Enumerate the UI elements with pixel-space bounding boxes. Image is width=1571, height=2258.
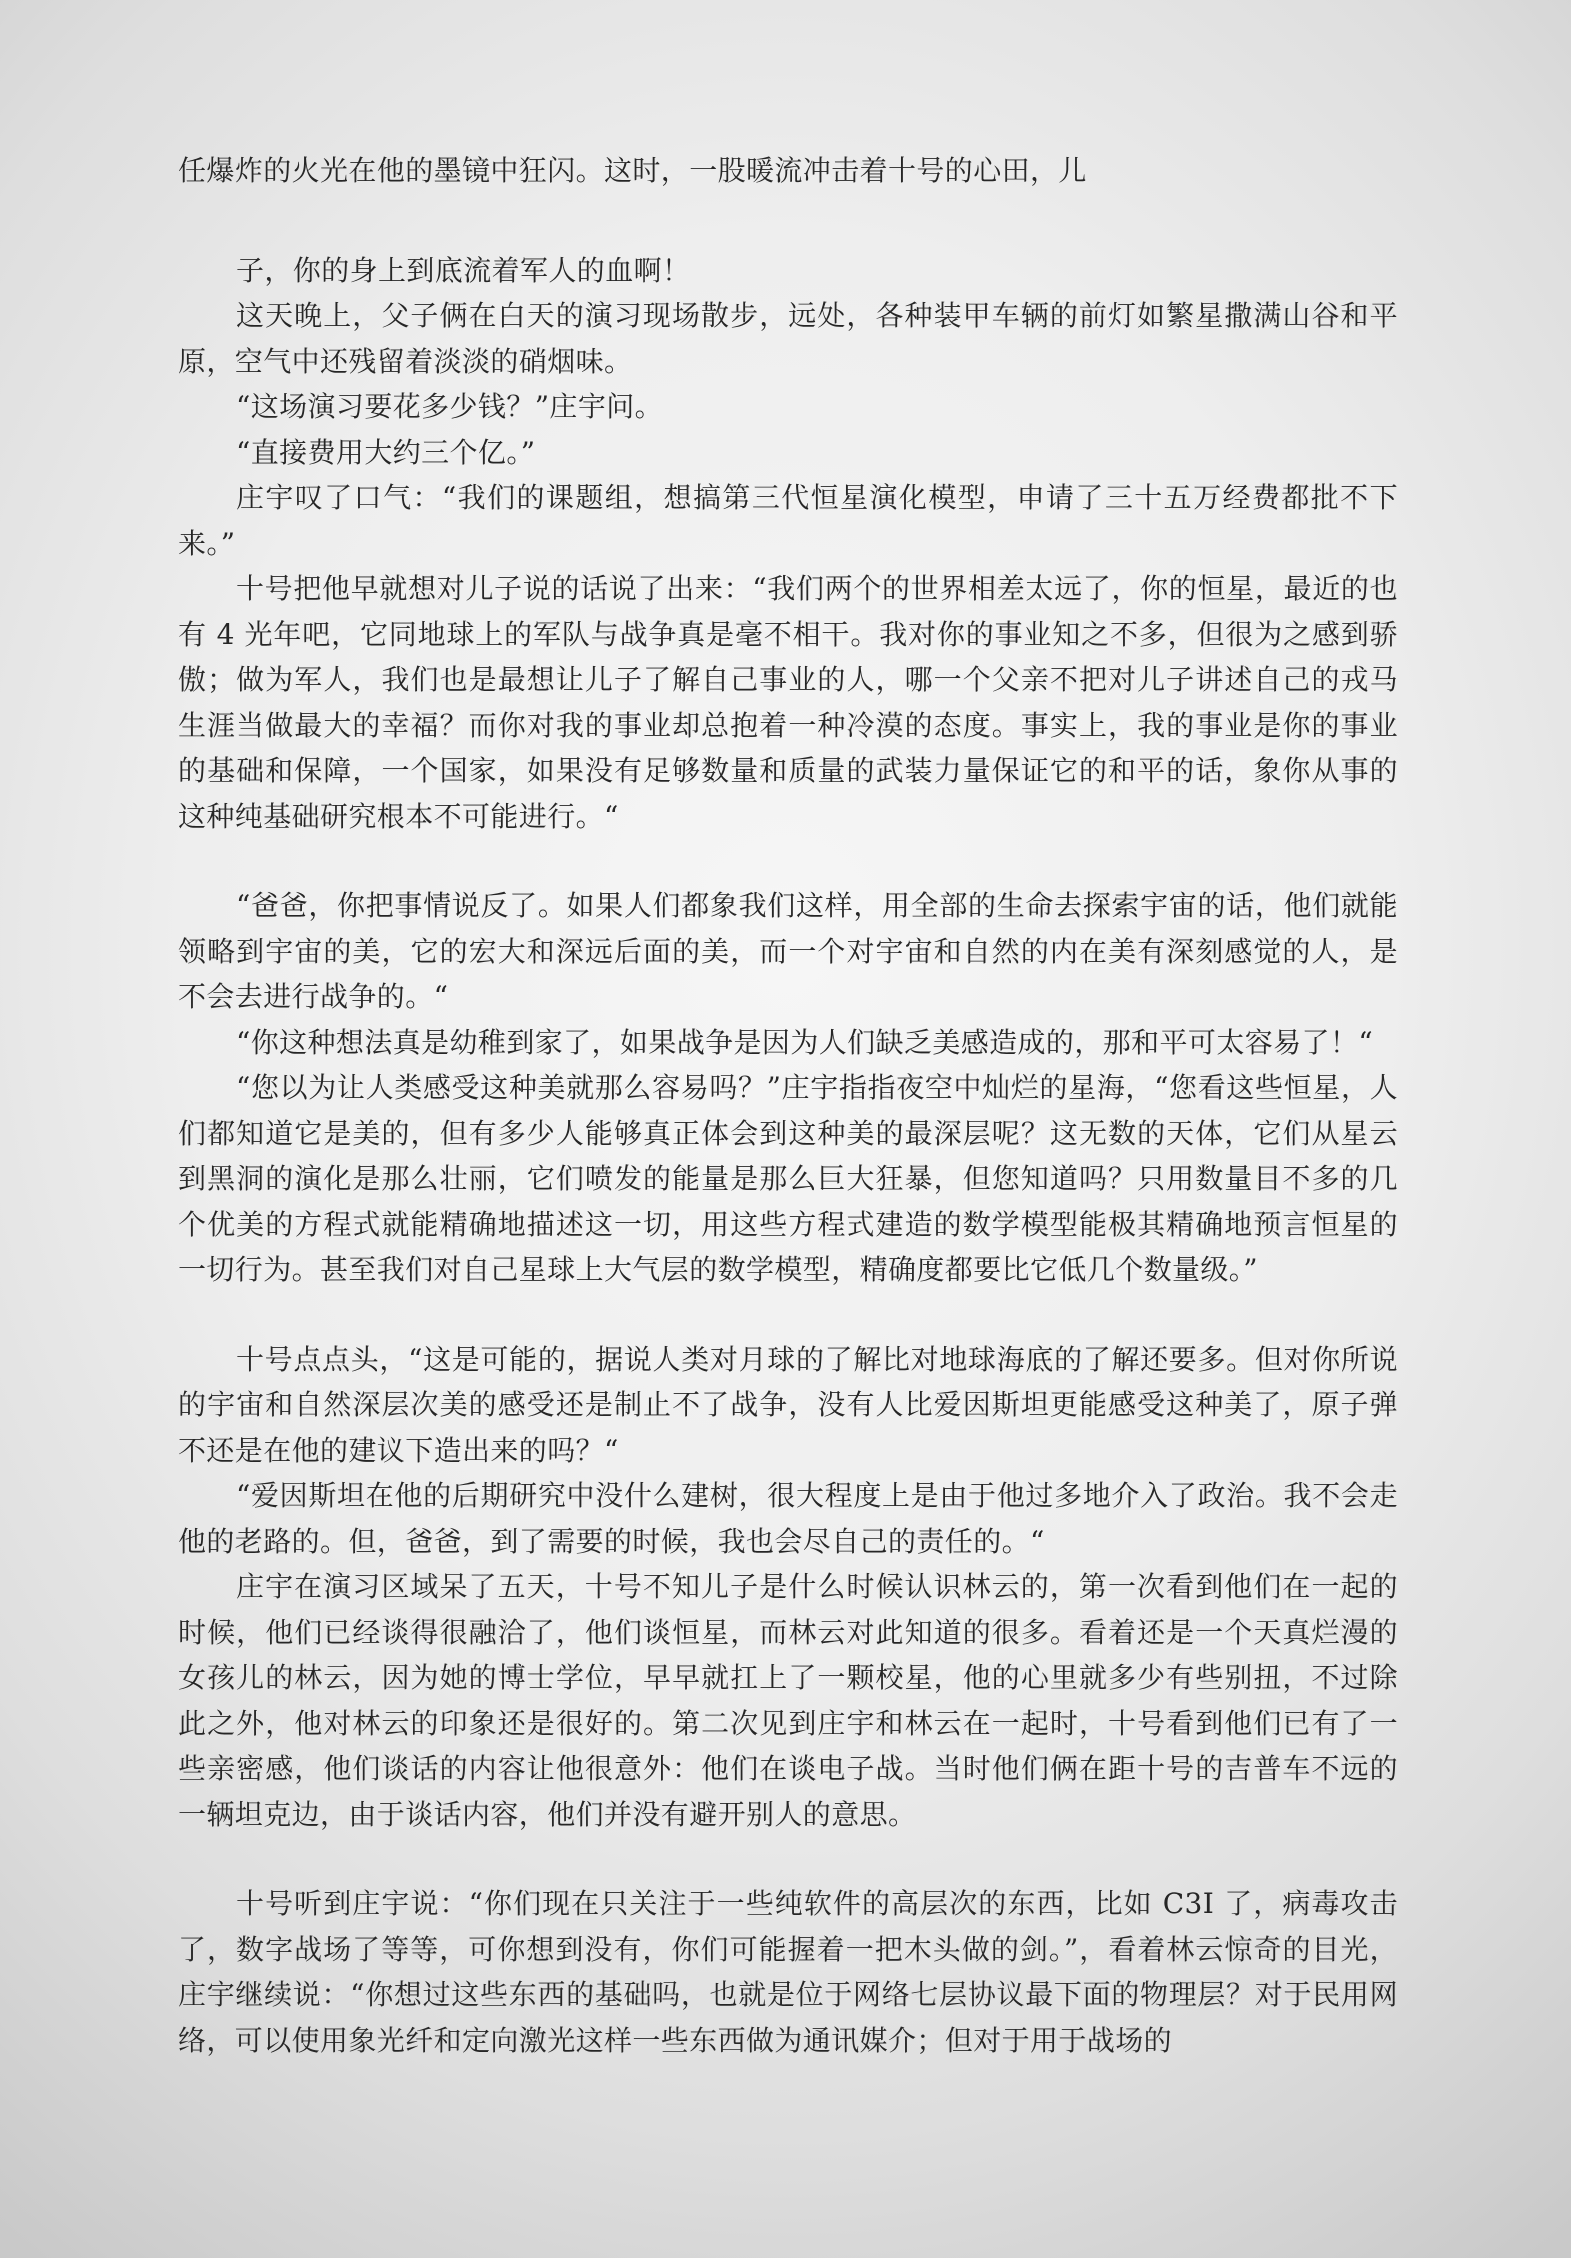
paragraph-9: “你这种想法真是幼稚到家了，如果战争是因为人们缺乏美感造成的，那和平可太容易了！“ [236,1025,1374,1059]
paragraph-13: 庄宇在演习区域呆了五天，十号不知儿子是什么时候认识林云的，第一次看到他们在一起的时候，他们已经谈得很融洽了，他们谈恒星，而林云对此知道的很多。看着还是一个天真烂漫的女孩儿的林云，因为她的博士学位，早早就扛上了一颗校星，他的心里就多少有些别扭，不过除此之外，他对林云的印象还是很好的。第二次见到庄宇和林云在一起时，十号看到他们已有了一些亲密感，他们谈话的内容让他很意外：他们在谈电子战。当时他们俩在距十号的吉普车不远的一辆坦克边，由于谈话内容，他们并没有避开别人的意思。 [178,1570,1398,1831]
paragraph-14: 十号听到庄宇说：“你们现在只关注于一些纯软件的高层次的东西，比如 C3I 了，病毒攻击了，数字战场了等等，可你想到没有，你们可能握着一把木头做的剑。”，看着林云惊奇的目光，庄宇继续说：“你想过这些东西的基础吗，也就是位于网络七层协议最下面的物理层？对于民用网络，可以使用象光纤和定向激光这样一些东西做为通讯媒介；但对于用于战场的 [178,1887,1398,2057]
paragraph-7: 十号把他早就想对儿子说的话说了出来：“我们两个的世界相差太远了，你的恒星，最近的也有 4 光年吧，它同地球上的军队与战争真是毫不相干。我对你的事业知之不多，但很为之感到骄傲；做为军人，我们也是最想让儿子了解自己事业的人，哪一个父亲不把对儿子讲述自己的戎马生涯当做最大的幸福？而你对我的事业却总抱着一种冷漠的态度。事实上，我的事业是你的事业的基础和保障，一个国家，如果没有足够数量和质量的武装力量保证它的和平的话，象你从事的这种纯基础研究根本不可能进行。“ [178,572,1398,833]
paragraph-8: “爸爸，你把事情说反了。如果人们都象我们这样，用全部的生命去探索宇宙的话，他们就能领略到宇宙的美，它的宏大和深远后面的美，而一个对宇宙和自然的内在美有深刻感觉的人，是不会去进行战争的。“ [178,889,1398,1013]
paragraph-3: 这天晚上，父子俩在白天的演习现场散步，远处，各种装甲车辆的前灯如繁星撒满山谷和平原，空气中还残留着淡淡的硝烟味。 [178,299,1398,378]
paragraph-12: “爱因斯坦在他的后期研究中没什么建树，很大程度上是由于他过多地介入了政治。我不会走他的老路的。但，爸爸，到了需要的时候，我也会尽自己的责任的。“ [178,1479,1398,1558]
paragraph-2: 子，你的身上到底流着军人的血啊！ [236,253,691,287]
paragraph-11: 十号点点头，“这是可能的，据说人类对月球的了解比对地球海底的了解还要多。但对你所说的宇宙和自然深层次美的感受还是制止不了战争，没有人比爱因斯坦更能感受这种美了，原子弹不还是在他的建议下造出来的吗？“ [178,1342,1398,1467]
document-body [178,148,1398,2063]
paragraph-10: “您以为让人类感受这种美就那么容易吗？”庄宇指指夜空中灿烂的星海，“您看这些恒星，人们都知道它是美的，但有多少人能够真正体会到这种美的最深层呢？这无数的天体，它们从星云到黑洞的演化是那么壮丽，它们喷发的能量是那么巨大狂暴，但您知道吗？只用数量目不多的几个优美的方程式就能精确地描述这一切，用这些方程式建造的数学模型能极其精确地预言恒星的一切行为。甚至我们对自己星球上大气层的数学模型，精确度都要比它低几个数量级。” [178,1071,1398,1286]
paragraph-1: 任爆炸的火光在他的墨镜中狂闪。这时，一股暖流冲击着十号的心田，儿 [178,154,1087,187]
paragraph-4: “这场演习要花多少钱？”庄宇问。 [236,390,664,423]
paragraph-5: “直接费用大约三个亿。” [236,435,536,469]
paragraph-6: 庄宇叹了口气：“我们的课题组，想搞第三代恒星演化模型，申请了三十五万经费都批不下来。” [178,481,1398,560]
